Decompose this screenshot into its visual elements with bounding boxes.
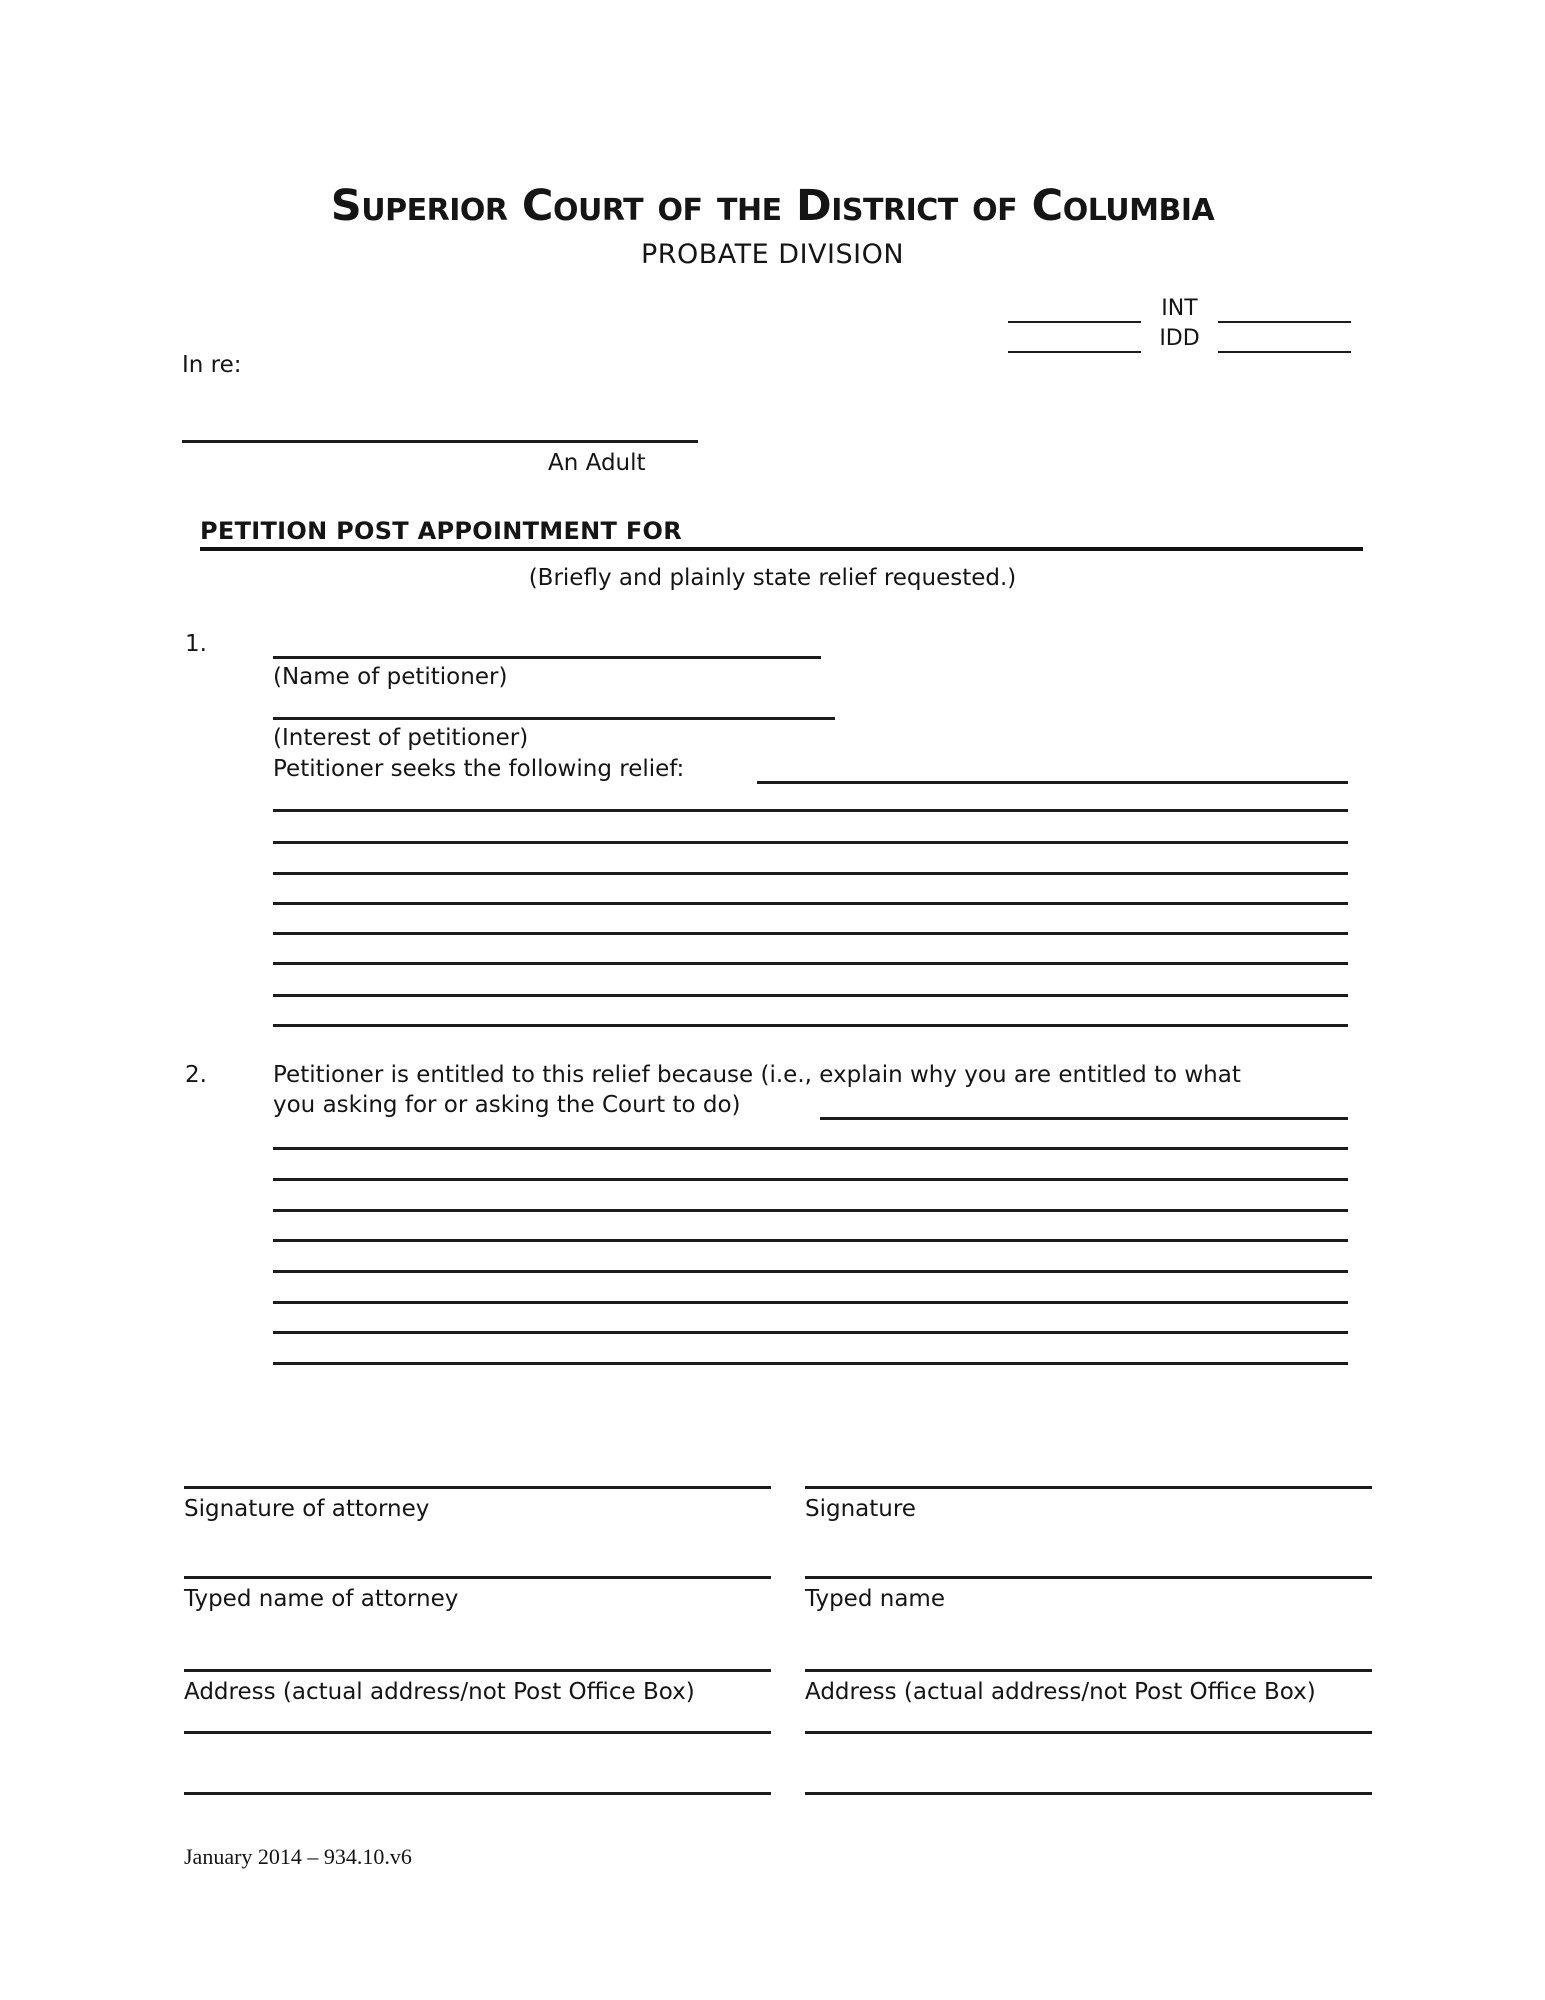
petitioner-name-caption: (Name of petitioner) xyxy=(273,664,508,690)
signature-label: Signature xyxy=(805,1496,916,1522)
relief-field-line-1[interactable] xyxy=(757,781,1348,784)
relief-prompt: Petitioner seeks the following relief: xyxy=(273,756,685,782)
address-field-line-2[interactable] xyxy=(805,1731,1372,1734)
item-2-text-line1: Petitioner is entitled to this relief because (i.e., explain why you are entitled to what xyxy=(273,1062,1241,1088)
attorney-address-field-line-2[interactable] xyxy=(184,1731,771,1734)
reason-field-line-4[interactable] xyxy=(273,1209,1348,1212)
page-title: Superior Court of the District of Columbia xyxy=(330,181,1215,231)
reason-field-line-7[interactable] xyxy=(273,1301,1348,1304)
form-version: January 2014 – 934.10.v6 xyxy=(184,1844,412,1869)
petition-type-field[interactable] xyxy=(682,514,1363,547)
item-1-number: 1. xyxy=(185,631,207,657)
petition-instruction: (Briefly and plainly state relief requested.) xyxy=(528,565,1017,591)
attorney-signature-label: Signature of attorney xyxy=(184,1496,430,1522)
relief-field-line-7[interactable] xyxy=(273,962,1348,965)
reason-field-line-8[interactable] xyxy=(273,1331,1348,1334)
item-2-number: 2. xyxy=(185,1062,207,1088)
reason-field-line-2[interactable] xyxy=(273,1147,1348,1150)
idd-label: IDD xyxy=(1159,326,1200,351)
address-field[interactable] xyxy=(805,1669,1372,1672)
in-re-label: In re: xyxy=(182,352,242,378)
petition-heading: PETITION POST APPOINTMENT FOR xyxy=(200,517,683,545)
attorney-signature-field[interactable] xyxy=(184,1486,771,1489)
petition-heading-row xyxy=(200,514,1363,551)
attorney-typed-name-label: Typed name of attorney xyxy=(184,1586,459,1612)
reason-field-line-5[interactable] xyxy=(273,1239,1348,1242)
petitioner-name-field[interactable] xyxy=(273,656,821,659)
int-left-field[interactable] xyxy=(1008,296,1141,323)
item-2-text-line2: you asking for or asking the Court to do) xyxy=(273,1092,741,1118)
typed-name-field[interactable] xyxy=(805,1576,1372,1579)
address-label: Address (actual address/not Post Office Box) xyxy=(805,1679,1316,1705)
reason-field-line-6[interactable] xyxy=(273,1270,1348,1273)
relief-field-line-6[interactable] xyxy=(273,932,1348,935)
ward-name-field[interactable] xyxy=(182,440,698,443)
address-field-line-3[interactable] xyxy=(805,1792,1372,1795)
relief-field-line-9[interactable] xyxy=(273,1024,1348,1027)
relief-field-line-2[interactable] xyxy=(273,809,1348,812)
division-subtitle: PROBATE DIVISION xyxy=(640,239,905,270)
attorney-typed-name-field[interactable] xyxy=(184,1576,771,1579)
idd-right-field[interactable] xyxy=(1218,326,1351,353)
an-adult-label: An Adult xyxy=(548,450,646,476)
int-label: INT xyxy=(1161,296,1198,321)
reason-field-line-1[interactable] xyxy=(820,1117,1348,1120)
signature-field[interactable] xyxy=(805,1486,1372,1489)
relief-field-line-8[interactable] xyxy=(273,994,1348,997)
int-right-field[interactable] xyxy=(1218,296,1351,323)
attorney-address-field[interactable] xyxy=(184,1669,771,1672)
relief-field-line-3[interactable] xyxy=(273,841,1348,844)
relief-field-line-4[interactable] xyxy=(273,872,1348,875)
typed-name-label: Typed name xyxy=(805,1586,945,1612)
int-idd-block xyxy=(1008,296,1351,356)
attorney-address-label: Address (actual address/not Post Office Box) xyxy=(184,1679,695,1705)
int-row xyxy=(1008,296,1351,323)
idd-left-field[interactable] xyxy=(1008,326,1141,353)
relief-field-line-5[interactable] xyxy=(273,902,1348,905)
attorney-address-field-line-3[interactable] xyxy=(184,1792,771,1795)
reason-field-line-9[interactable] xyxy=(273,1362,1348,1365)
petitioner-interest-caption: (Interest of petitioner) xyxy=(273,725,529,751)
petitioner-interest-field[interactable] xyxy=(273,717,835,720)
reason-field-line-3[interactable] xyxy=(273,1178,1348,1181)
idd-row xyxy=(1008,326,1351,353)
